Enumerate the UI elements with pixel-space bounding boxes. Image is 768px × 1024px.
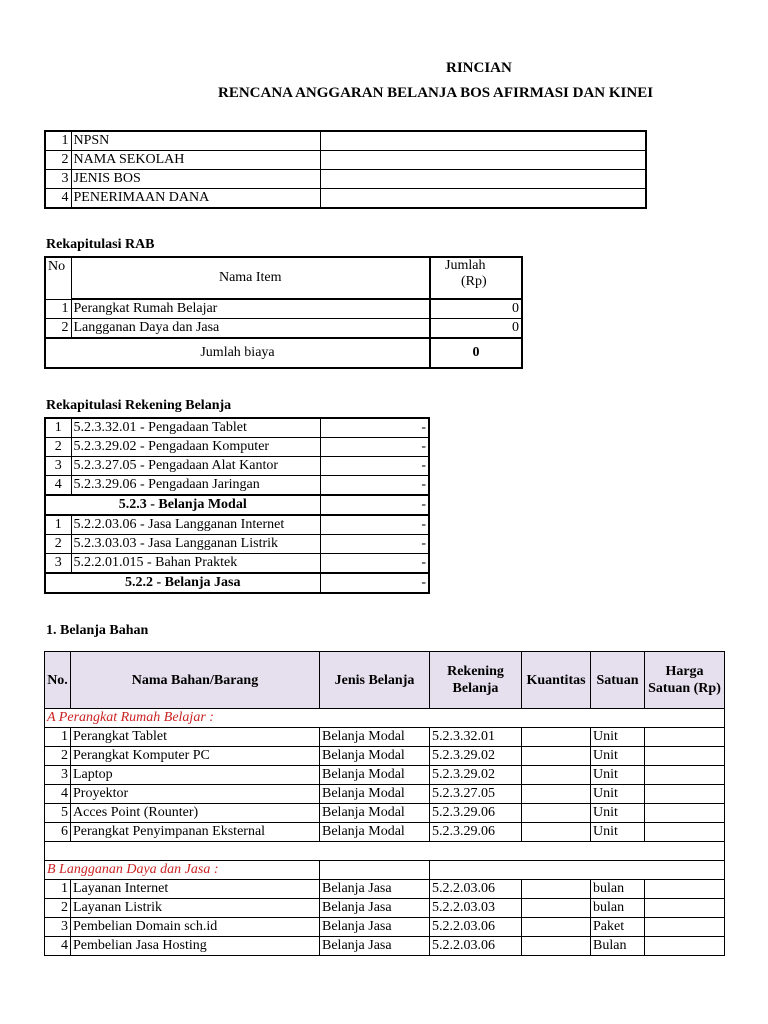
item-satuan: bulan: [591, 880, 645, 899]
item-jenis: Belanja Modal: [320, 804, 430, 823]
item-rekening: 5.2.3.32.01: [430, 728, 522, 747]
bahan-row: [45, 747, 725, 766]
rab-section-title: Rekapitulasi RAB: [46, 237, 155, 252]
row-number: 2: [45, 899, 71, 918]
row-number: 4: [45, 937, 71, 956]
row-number: 1: [45, 299, 71, 319]
col-header-harga: Harga Satuan (Rp): [645, 652, 725, 709]
document-title: RINCIAN: [446, 60, 512, 76]
info-value: [320, 131, 646, 151]
bahan-section-title: 1. Belanja Bahan: [46, 623, 149, 638]
col-header-jenis: Jenis Belanja: [320, 652, 430, 709]
info-value: [320, 151, 646, 170]
empty-cell: [430, 861, 725, 880]
row-number: 1: [45, 728, 71, 747]
item-rekening: 5.2.2.03.06: [430, 937, 522, 956]
rab-item-name: Perangkat Rumah Belajar: [71, 299, 430, 319]
rab-header-no: No: [45, 257, 71, 299]
bahan-row: [45, 785, 725, 804]
item-satuan: Unit: [591, 728, 645, 747]
group-a-label: A Perangkat Rumah Belajar :: [45, 709, 725, 728]
item-rekening: 5.2.2.03.03: [430, 899, 522, 918]
item-name: Perangkat Tablet: [71, 728, 320, 747]
item-harga: [645, 747, 725, 766]
col-header-no: No.: [45, 652, 71, 709]
document-subtitle: RENCANA ANGGARAN BELANJA BOS AFIRMASI DAN KINEI: [218, 85, 654, 101]
item-harga: [645, 918, 725, 937]
rab-header-jumlah-line1: Jumlah: [445, 258, 486, 273]
rekening-value: -: [320, 535, 429, 554]
rekening-label: 5.2.3.29.02 - Pengadaan Komputer: [71, 438, 320, 457]
rekening-summary-table: [44, 417, 430, 594]
bahan-row: [45, 804, 725, 823]
row-number: 3: [45, 766, 71, 785]
item-harga: [645, 899, 725, 918]
item-harga: [645, 937, 725, 956]
row-number: 4: [45, 189, 71, 209]
item-harga: [645, 766, 725, 785]
rab-summary-table: [44, 256, 523, 369]
rekening-value: -: [320, 418, 429, 438]
item-jenis: Belanja Modal: [320, 785, 430, 804]
empty-cell: [320, 861, 430, 880]
modal-total-value: -: [320, 495, 429, 515]
row-number: 3: [45, 457, 71, 476]
item-name: Perangkat Penyimpanan Eksternal: [71, 823, 320, 842]
row-number: 1: [45, 131, 71, 151]
rab-total-label: Jumlah biaya: [45, 338, 430, 368]
rekening-value: -: [320, 457, 429, 476]
rekening-section-title: Rekapitulasi Rekening Belanja: [46, 398, 232, 413]
item-name: Perangkat Komputer PC: [71, 747, 320, 766]
school-info-table: [44, 130, 647, 209]
jasa-total-value: -: [320, 573, 429, 593]
rekening-label: 5.2.3.03.03 - Jasa Langganan Listrik: [71, 535, 320, 554]
item-rekening: 5.2.3.27.05: [430, 785, 522, 804]
rab-row: [45, 319, 522, 339]
rekening-row: [45, 535, 429, 554]
item-satuan: Unit: [591, 785, 645, 804]
row-number: 6: [45, 823, 71, 842]
bahan-row: [45, 823, 725, 842]
item-rekening: 5.2.3.29.02: [430, 747, 522, 766]
belanja-bahan-table: [44, 651, 725, 956]
item-kuantitas: [522, 766, 591, 785]
row-number: 2: [45, 747, 71, 766]
item-kuantitas: [522, 728, 591, 747]
item-name: Pembelian Domain sch.id: [71, 918, 320, 937]
item-kuantitas: [522, 785, 591, 804]
item-kuantitas: [522, 823, 591, 842]
item-rekening: 5.2.3.29.06: [430, 823, 522, 842]
row-number: 3: [45, 918, 71, 937]
row-number: 4: [45, 476, 71, 496]
row-number: 5: [45, 804, 71, 823]
item-name: Proyektor: [71, 785, 320, 804]
rekening-value: -: [320, 515, 429, 535]
item-harga: [645, 785, 725, 804]
item-rekening: 5.2.3.29.02: [430, 766, 522, 785]
item-jenis: Belanja Jasa: [320, 918, 430, 937]
item-jenis: Belanja Jasa: [320, 880, 430, 899]
modal-total-label: 5.2.3 - Belanja Modal: [45, 495, 320, 515]
item-name: Laptop: [71, 766, 320, 785]
rab-header-jumlah: [430, 257, 522, 299]
item-satuan: Paket: [591, 918, 645, 937]
rekening-row: [45, 418, 429, 438]
row-number: 2: [45, 151, 71, 170]
item-name: Acces Point (Rounter): [71, 804, 320, 823]
item-rekening: 5.2.2.03.06: [430, 880, 522, 899]
rekening-label: 5.2.2.01.015 - Bahan Praktek: [71, 554, 320, 574]
item-jenis: Belanja Modal: [320, 728, 430, 747]
rekening-row: [45, 438, 429, 457]
rab-item-amount: 0: [430, 319, 522, 339]
rekening-row: [45, 554, 429, 574]
item-jenis: Belanja Modal: [320, 823, 430, 842]
bahan-row: [45, 937, 725, 956]
rekening-value: -: [320, 438, 429, 457]
bahan-row: [45, 880, 725, 899]
info-label: NPSN: [71, 131, 320, 151]
item-kuantitas: [522, 937, 591, 956]
rekening-row: [45, 515, 429, 535]
bahan-row: [45, 766, 725, 785]
item-name: Layanan Listrik: [71, 899, 320, 918]
item-kuantitas: [522, 747, 591, 766]
item-kuantitas: [522, 804, 591, 823]
info-row: [45, 131, 646, 151]
rab-row: [45, 299, 522, 319]
rekening-label: 5.2.3.32.01 - Pengadaan Tablet: [71, 418, 320, 438]
bahan-row: [45, 918, 725, 937]
item-harga: [645, 804, 725, 823]
item-kuantitas: [522, 880, 591, 899]
rab-total-value: 0: [430, 338, 522, 368]
row-number: 1: [45, 418, 71, 438]
item-jenis: Belanja Jasa: [320, 899, 430, 918]
spacer-row: [45, 842, 725, 861]
item-jenis: Belanja Jasa: [320, 937, 430, 956]
col-header-kuantitas: Kuantitas: [522, 652, 591, 709]
rab-item-amount: 0: [430, 299, 522, 319]
row-number: 3: [45, 170, 71, 189]
item-jenis: Belanja Modal: [320, 747, 430, 766]
info-label: PENERIMAAN DANA: [71, 189, 320, 209]
col-header-rekening: Rekening Belanja: [430, 652, 522, 709]
row-number: 1: [45, 515, 71, 535]
rab-item-name: Langganan Daya dan Jasa: [71, 319, 430, 339]
row-number: 2: [45, 319, 71, 339]
rekening-label: 5.2.3.29.06 - Pengadaan Jaringan: [71, 476, 320, 496]
item-kuantitas: [522, 918, 591, 937]
info-value: [320, 189, 646, 209]
col-header-nama: Nama Bahan/Barang: [71, 652, 320, 709]
row-number: 2: [45, 438, 71, 457]
item-jenis: Belanja Modal: [320, 766, 430, 785]
info-label: NAMA SEKOLAH: [71, 151, 320, 170]
info-label: JENIS BOS: [71, 170, 320, 189]
group-b-label: B Langganan Daya dan Jasa :: [45, 861, 320, 880]
item-name: Pembelian Jasa Hosting: [71, 937, 320, 956]
info-row: [45, 170, 646, 189]
info-value: [320, 170, 646, 189]
item-rekening: 5.2.2.03.06: [430, 918, 522, 937]
item-satuan: Unit: [591, 747, 645, 766]
bahan-row: [45, 728, 725, 747]
item-name: Layanan Internet: [71, 880, 320, 899]
row-number: 2: [45, 535, 71, 554]
item-satuan: Bulan: [591, 937, 645, 956]
row-number: 4: [45, 785, 71, 804]
item-harga: [645, 880, 725, 899]
rekening-value: -: [320, 476, 429, 496]
rab-header-jumlah-line2: (Rp): [461, 274, 487, 289]
item-satuan: Unit: [591, 766, 645, 785]
item-harga: [645, 728, 725, 747]
rekening-label: 5.2.2.03.06 - Jasa Langganan Internet: [71, 515, 320, 535]
bahan-row: [45, 899, 725, 918]
info-row: [45, 151, 646, 170]
rekening-row: [45, 476, 429, 496]
col-header-satuan: Satuan: [591, 652, 645, 709]
row-number: 1: [45, 880, 71, 899]
info-row: [45, 189, 646, 209]
item-satuan: Unit: [591, 804, 645, 823]
row-number: 3: [45, 554, 71, 574]
rekening-row: [45, 457, 429, 476]
rekening-value: -: [320, 554, 429, 574]
item-harga: [645, 823, 725, 842]
item-satuan: bulan: [591, 899, 645, 918]
rab-header-item: Nama Item: [71, 257, 430, 299]
item-kuantitas: [522, 899, 591, 918]
jasa-total-label: 5.2.2 - Belanja Jasa: [45, 573, 320, 593]
item-satuan: Unit: [591, 823, 645, 842]
item-rekening: 5.2.3.29.06: [430, 804, 522, 823]
rekening-label: 5.2.3.27.05 - Pengadaan Alat Kantor: [71, 457, 320, 476]
